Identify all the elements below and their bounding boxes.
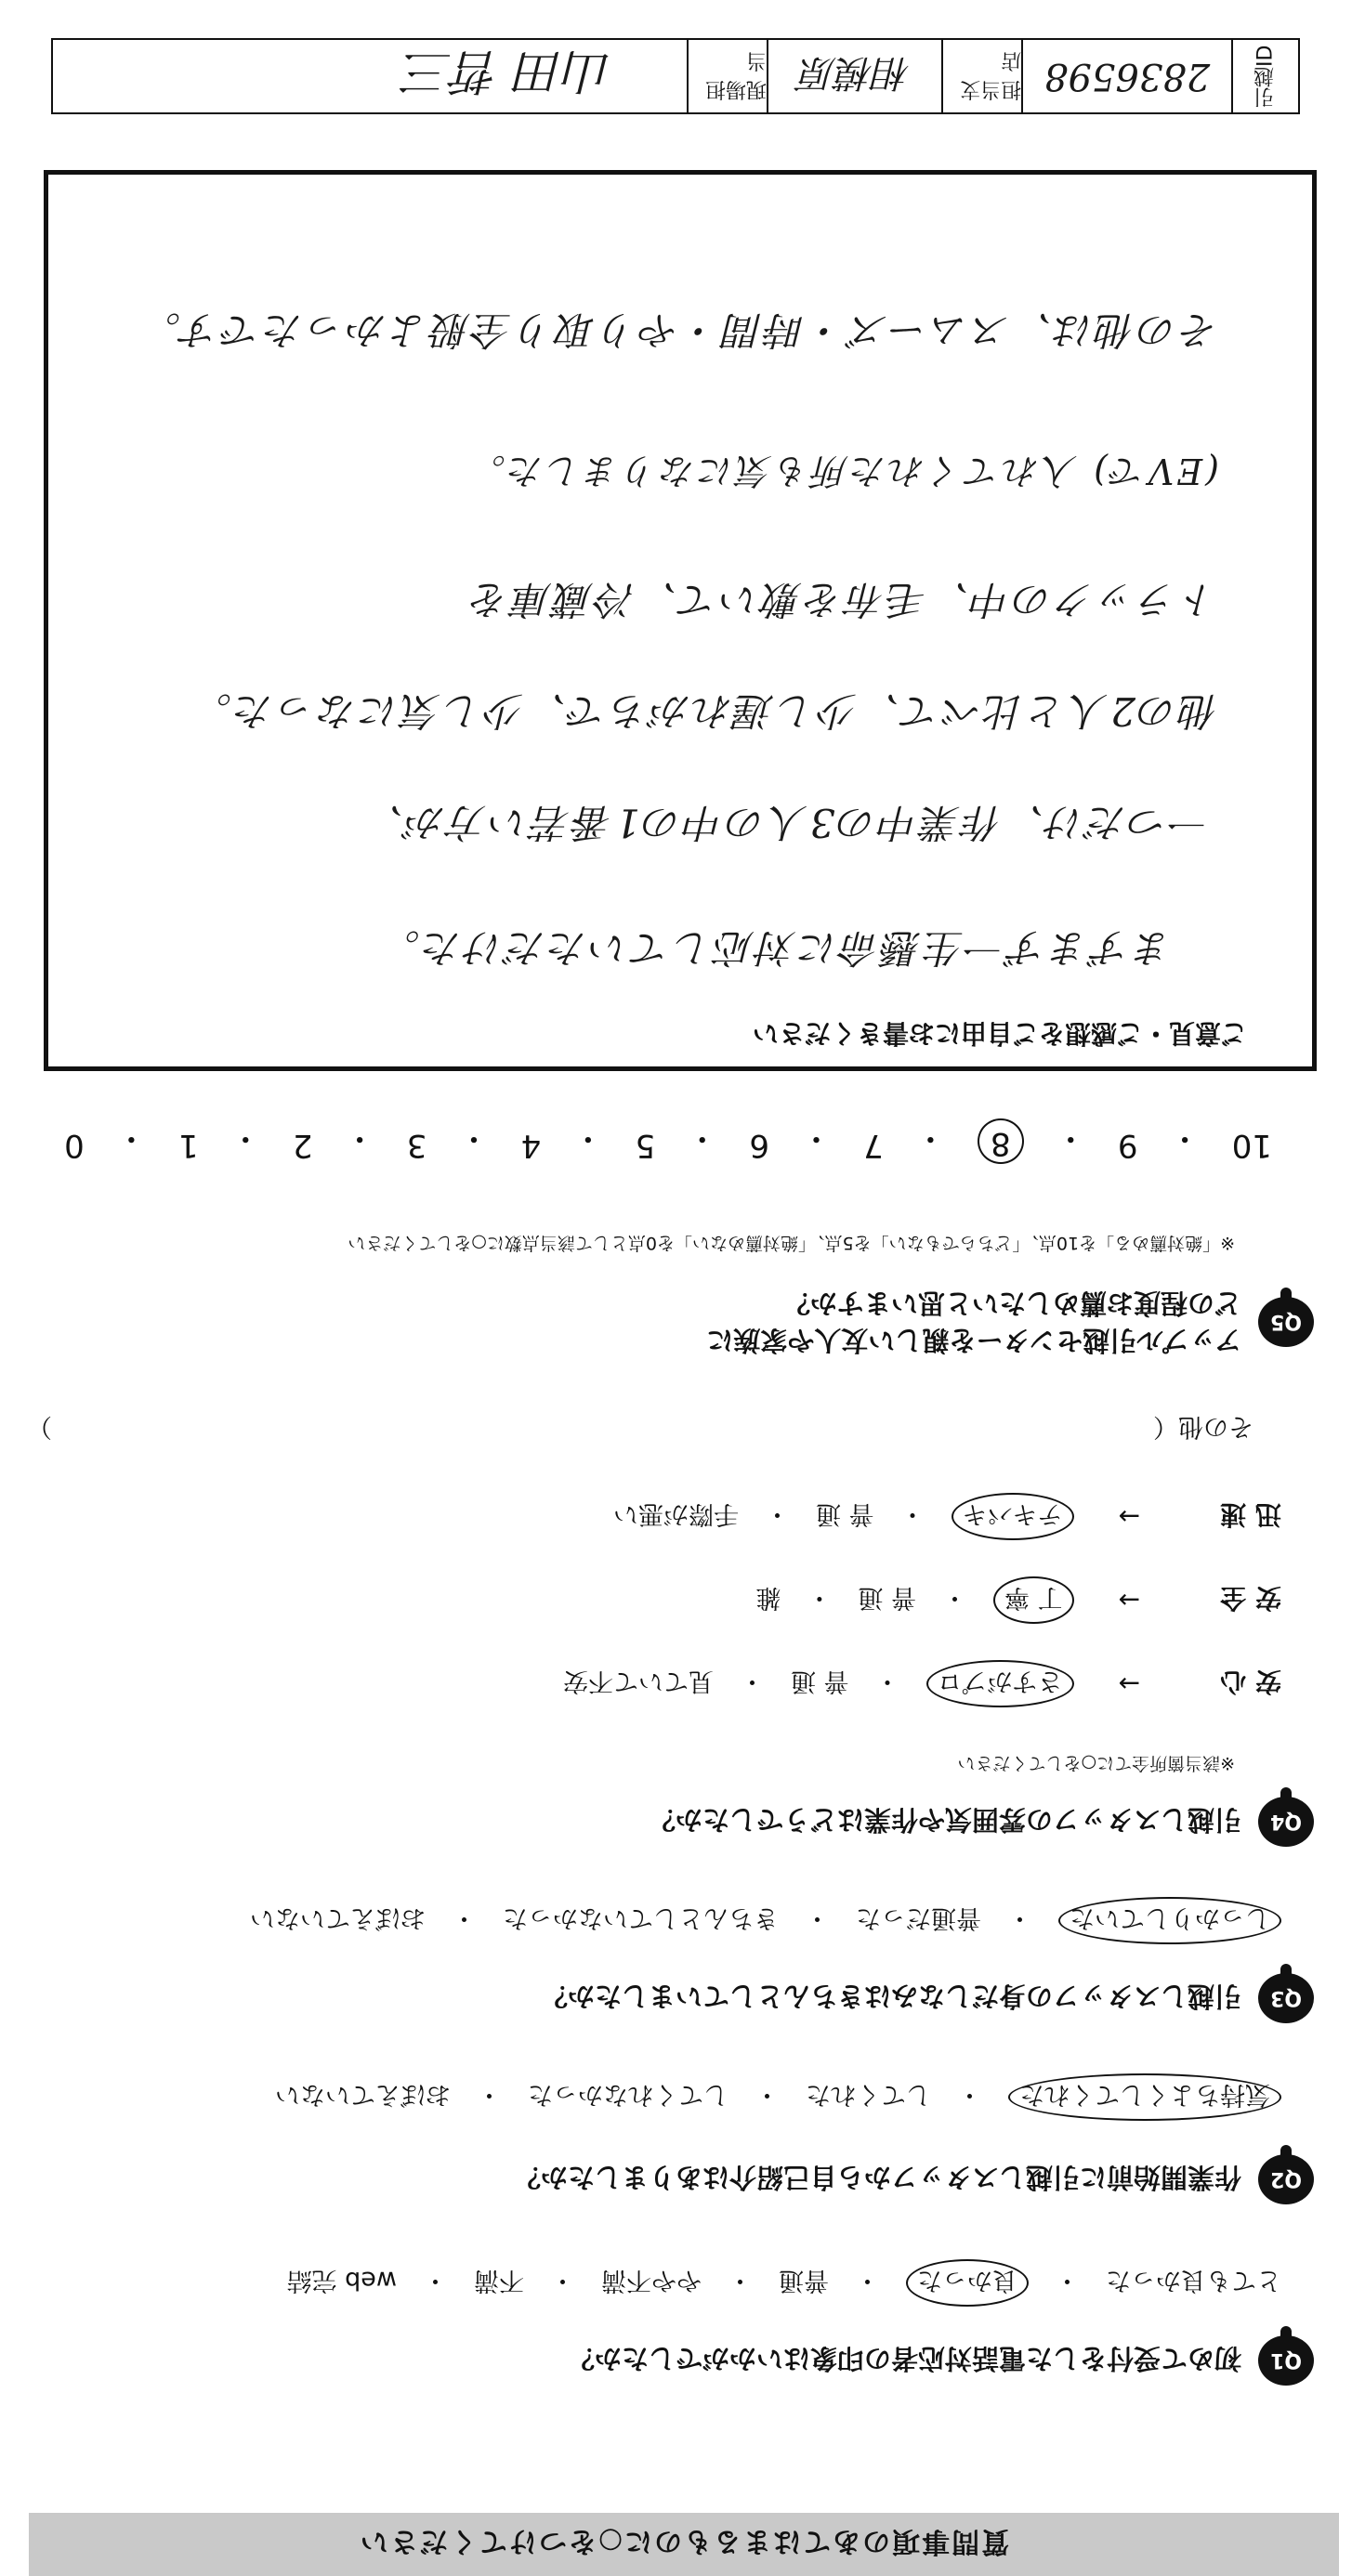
q5-badge: Q5 xyxy=(1258,1297,1314,1347)
q4-other-label: その他（ xyxy=(1153,1412,1253,1441)
scale-8-selected[interactable]: 8 xyxy=(978,1118,1024,1164)
q2-options: 気持ちよくしてくれた ・ してくれた ・ してくれなかった ・ おぼえていない xyxy=(275,2073,1281,2121)
q1-option-4[interactable]: やや不満 xyxy=(601,2266,702,2295)
comment-box xyxy=(44,170,1317,1071)
comment-line-3: 他の2人と比べて、少し遅れがちで、少し気になった。 xyxy=(190,688,1219,734)
q3-option-2[interactable]: 普通だった xyxy=(856,1903,981,1932)
q4-badge: Q4 xyxy=(1258,1797,1314,1847)
branch-label: 担当支店 xyxy=(941,40,1021,112)
q4-speed-option-2[interactable]: 普 通 xyxy=(815,1499,874,1528)
scale-9[interactable]: 9 xyxy=(1117,1127,1138,1164)
id-label: 引越ID xyxy=(1231,40,1298,112)
comment-line-2: 一つだけ、作業中の3人の中の1番若い方が、 xyxy=(361,800,1210,845)
scale-4[interactable]: 4 xyxy=(520,1127,542,1164)
staff-value: 山田 哲三 xyxy=(403,43,613,99)
q1-option-1[interactable]: とても良かった xyxy=(1106,2266,1281,2295)
arrow-icon: → xyxy=(1118,1668,1140,1699)
q5-header xyxy=(706,1285,1314,1359)
q4-note: ※該当箇所全てに○をしてください xyxy=(957,1753,1235,1773)
q4-speed-option-1[interactable]: テキパキ xyxy=(952,1493,1074,1540)
q1-option-2[interactable]: 良かった xyxy=(906,2259,1029,2307)
comment-line-5: (EVで) 入れてくれた所も気になりました。 xyxy=(467,451,1219,491)
q3-badge: Q3 xyxy=(1258,1973,1314,2023)
instruction-banner: 質問事項のあてはまるものに○をつけてください xyxy=(29,2513,1339,2576)
q1-option-5[interactable]: 不満 xyxy=(474,2266,524,2295)
scale-3[interactable]: 3 xyxy=(406,1127,427,1164)
scale-7[interactable]: 7 xyxy=(863,1127,884,1164)
comment-line-4: トラックの中、毛布を敷いて、冷蔵庫を xyxy=(467,577,1219,622)
id-value: 2836598 xyxy=(1021,40,1231,112)
q4-header xyxy=(649,1797,1314,1847)
q3-option-4[interactable]: おぼえていない xyxy=(250,1903,426,1932)
q2-option-3[interactable]: してくれなかった xyxy=(528,2080,728,2109)
q1-text: 初めて受付をした電話対応者の印象はいかがでしたか？ xyxy=(567,2343,1241,2375)
scale-1[interactable]: 1 xyxy=(178,1127,199,1164)
comment-line-6: その他は、スムーズ・時間・やり取り全般よかったです。 xyxy=(138,307,1219,353)
q2-option-2[interactable]: してくれた xyxy=(806,2080,931,2109)
scale-2[interactable]: 2 xyxy=(292,1127,313,1164)
scale-6[interactable]: 6 xyxy=(749,1127,769,1164)
header-row xyxy=(51,38,1300,114)
q4-row-safety-label: 安 全 xyxy=(1220,1583,1281,1615)
q2-badge: Q2 xyxy=(1258,2154,1314,2204)
q3-option-1[interactable]: しっかりしていた xyxy=(1058,1897,1281,1944)
q4-trust-option-2[interactable]: 普 通 xyxy=(790,1667,849,1695)
q2-text: 作業開始前に引越しスタッフから自己紹介はありましたか？ xyxy=(513,2162,1241,2194)
q5-note: ※「絶対薦める」を10点、「どちらでもない」を5点、「絶対薦めない」を0点として該当点数に○をしてください xyxy=(348,1233,1235,1253)
q1-option-3[interactable]: 普通 xyxy=(779,2266,829,2295)
q4-other-close[interactable]: ） xyxy=(27,1412,52,1441)
q3-options: しっかりしていた ・ 普通だった ・ きちんとしていなかった ・ おぼえていない xyxy=(250,1897,1281,1944)
q5-line-2: どの程度お薦めしたいと思いますか？ xyxy=(782,1288,1241,1319)
q3-header xyxy=(541,1973,1314,2023)
scale-5[interactable]: 5 xyxy=(635,1127,656,1164)
q4-row-speed: 迅 速 → テキパキ ・ 普 通 ・ 手際が悪い xyxy=(613,1493,1281,1540)
comment-line-1: まずまず一生懸命に対応していただけた。 xyxy=(377,925,1173,971)
q4-row-safety: 安 全 → 丁 寧 ・ 普 通 ・ 雑 xyxy=(755,1576,1281,1624)
q3-text: 引越しスタッフの身だしなみはきちんとしていましたか？ xyxy=(540,1981,1241,2013)
q5-line-1: アップル引越センターを親しい友人や家族に xyxy=(706,1325,1241,1356)
scale-10[interactable]: 10 xyxy=(1231,1127,1272,1164)
q2-header xyxy=(514,2154,1314,2204)
q4-safety-option-3[interactable]: 雑 xyxy=(755,1583,781,1612)
q3-option-3[interactable]: きちんとしていなかった xyxy=(503,1903,779,1932)
q1-option-6[interactable]: web 完結 xyxy=(286,2266,397,2295)
q4-safety-option-1[interactable]: 丁 寧 xyxy=(993,1576,1074,1624)
q4-trust-option-1[interactable]: さすがプロ xyxy=(926,1660,1074,1707)
branch-value: 相模原 xyxy=(767,40,941,112)
q4-safety-option-2[interactable]: 普 通 xyxy=(858,1583,916,1612)
q2-option-1[interactable]: 気持ちよくしてくれた xyxy=(1008,2073,1281,2121)
scale-0[interactable]: 0 xyxy=(64,1127,85,1164)
comment-title: ご意見・ご感想をご自由にお書きください xyxy=(752,1018,1247,1049)
q4-trust-option-3[interactable]: 見ていて不安 xyxy=(562,1667,714,1695)
q1-header xyxy=(568,2335,1314,2386)
q4-row-trust: 安 心 → さすがプロ ・ 普 通 ・ 見ていて不安 xyxy=(563,1660,1281,1707)
q4-text: 引越しスタッフの雰囲気や作業はどうでしたか？ xyxy=(648,1804,1241,1837)
q5-scale: 10 ・ 9 ・ 8 ・ 7 ・ 6 ・ 5 ・ 4 ・ 3 ・ 2 ・ 1 ・ 0 xyxy=(64,1119,1272,1164)
arrow-icon: → xyxy=(1118,1585,1140,1615)
q1-badge: Q1 xyxy=(1258,2335,1314,2386)
q4-other-row xyxy=(27,1411,1253,1447)
q1-options: とても良かった ・ 良かった ・ 普通 ・ やや不満 ・ 不満 ・ web 完結 xyxy=(287,2259,1281,2307)
staff-label: 現場担当 xyxy=(687,40,767,112)
arrow-icon: → xyxy=(1118,1501,1140,1532)
q4-row-speed-label: 迅 速 xyxy=(1220,1499,1281,1531)
q5-text-block xyxy=(706,1285,1241,1359)
q4-speed-option-3[interactable]: 手際が悪い xyxy=(612,1499,739,1528)
q2-option-4[interactable]: おぼえていない xyxy=(275,2080,451,2109)
q4-row-trust-label: 安 心 xyxy=(1220,1667,1281,1698)
